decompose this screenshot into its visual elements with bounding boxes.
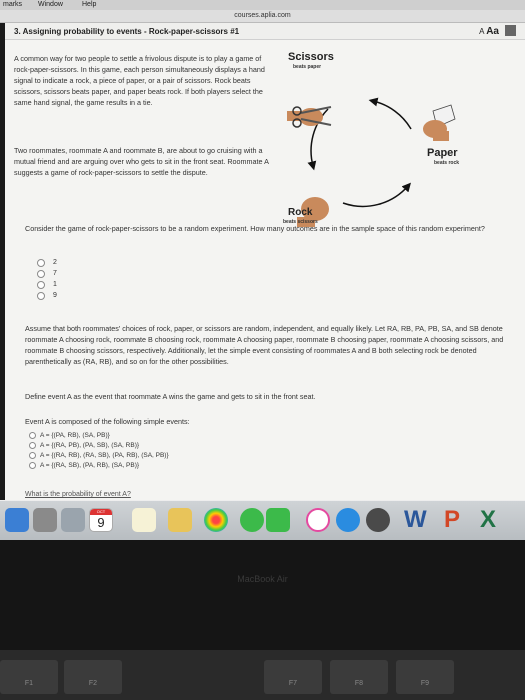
- word-icon[interactable]: W: [404, 506, 427, 533]
- itunes-icon[interactable]: [306, 508, 330, 532]
- radio-button[interactable]: [29, 452, 36, 459]
- sample-space-option[interactable]: 9: [37, 290, 57, 301]
- app-store-icon[interactable]: [336, 508, 360, 532]
- app-icon[interactable]: [61, 508, 85, 532]
- event-composed-text: Event A is composed of the following simple events:: [25, 417, 190, 426]
- menu-marks[interactable]: marks: [3, 1, 23, 8]
- sample-space-option[interactable]: 7: [37, 268, 57, 279]
- key-f2[interactable]: F2: [64, 660, 122, 694]
- key-f7[interactable]: F7: [264, 660, 322, 694]
- assumption-paragraph: Assume that both roommates' choices of rock, paper, or scissors are random, independent, and equally likely. Let RA, RB, PA, PB, SA, and SB denote roommate A choosing rock, roommate B choosing rock, roommate A choosing paper, roommate B choosing paper, roommate A choosing scissors, and roommate B choosing scissors, respectively. Additionally, let the simple event consisting of roommates A and B both selecting rock be denoted parenthetically as (RA, RB), and so on for the other possibilities.: [25, 324, 504, 366]
- laptop-brand: MacBook Air: [237, 574, 288, 584]
- paper-sublabel: beats rock: [434, 160, 460, 166]
- calendar-day: 9: [97, 515, 105, 530]
- calendar-icon[interactable]: [89, 508, 113, 532]
- text-size-large[interactable]: Aa: [486, 26, 499, 37]
- define-event-text: Define event A as the event that roommate A wins the game and gets to sit in the front seat.: [25, 392, 316, 401]
- paper-label: Paper: [427, 147, 458, 159]
- event-options: [29, 430, 169, 470]
- messages-icon[interactable]: [240, 508, 264, 532]
- sample-space-options: [37, 257, 57, 301]
- sample-space-option[interactable]: 1: [37, 279, 57, 290]
- sample-space-question: Consider the game of rock-paper-scissors to be a random experiment. How many outcomes are in the sample space of this random experiment?: [25, 224, 485, 233]
- question-page: [5, 23, 525, 505]
- event-option[interactable]: A = {(PA, RB), (SA, PB)}: [29, 430, 169, 440]
- intro-paragraph: A common way for two people to settle a frivolous dispute is to play a game of rock-paper-scissors. In this game, each person simultaneously displays a hand signal to indicate a rock, a piece of paper, or a pair of scissors. Rock beats scissors, scissors beats paper, and paper beats rock. If both players select the same hand signal, the game results in a tie.: [14, 54, 265, 107]
- question-header: [5, 23, 525, 40]
- excel-icon[interactable]: X: [480, 506, 497, 533]
- text-size-small[interactable]: A: [479, 27, 484, 36]
- event-option[interactable]: A = {(RA, RB), (RA, SB), (PA, RB), (SA, PB)}: [29, 450, 169, 460]
- question-title: 3. Assigning probability to events - Rock-paper-scissors #1: [14, 27, 240, 36]
- sample-space-option[interactable]: 2: [37, 257, 57, 268]
- arrow-paper-scissors: [373, 101, 411, 129]
- launchpad-icon[interactable]: [33, 508, 57, 532]
- event-option[interactable]: A = {(RA, SB), (PA, RB), (SA, PB)}: [29, 460, 169, 470]
- menu-window[interactable]: Window: [38, 1, 63, 8]
- rps-cycle-graphic: [283, 51, 473, 231]
- browser-address-bar[interactable]: [0, 10, 525, 23]
- event-option[interactable]: A = {(RA, PB), (PA, SB), (SA, RB)}: [29, 440, 169, 450]
- radio-button[interactable]: [37, 281, 45, 289]
- story-paragraph: Two roommates, roommate A and roommate B, are about to go cruising with a mutual friend and are arguing over who gets to sit in the front seat. Roommate A suggests a game of rock-paper-scissors to settle the dispute.: [14, 146, 269, 177]
- radio-button[interactable]: [37, 292, 45, 300]
- scissors-sublabel: beats paper: [293, 64, 322, 70]
- laptop-bezel: [0, 540, 525, 650]
- rock-label: Rock: [288, 207, 313, 218]
- key-f9[interactable]: F9: [396, 660, 454, 694]
- calendar-month: OCT: [90, 509, 112, 515]
- next-question-text: What is the probability of event A?: [25, 491, 131, 498]
- system-preferences-icon[interactable]: [366, 508, 390, 532]
- key-f1[interactable]: F1: [0, 660, 58, 694]
- rock-sublabel: beats scissors: [283, 219, 318, 225]
- paper-hand-icon: [423, 105, 455, 141]
- radio-button[interactable]: [37, 270, 45, 278]
- radio-button[interactable]: [37, 259, 45, 267]
- key-f8[interactable]: F8: [330, 660, 388, 694]
- radio-button[interactable]: [29, 432, 36, 439]
- print-icon[interactable]: [505, 25, 516, 36]
- stickies-icon[interactable]: [168, 508, 192, 532]
- scissors-label: Scissors: [288, 51, 334, 63]
- notes-icon[interactable]: [132, 508, 156, 532]
- radio-button[interactable]: [29, 462, 36, 469]
- mac-dock: [0, 500, 525, 540]
- rps-diagram: [283, 51, 473, 231]
- facetime-icon[interactable]: [266, 508, 290, 532]
- menu-help[interactable]: Help: [82, 1, 97, 8]
- arrow-rock-paper: [343, 186, 408, 206]
- finder-icon[interactable]: [5, 508, 29, 532]
- text-size-control[interactable]: [479, 26, 499, 37]
- powerpoint-icon[interactable]: P: [444, 506, 461, 533]
- photos-icon[interactable]: [204, 508, 228, 532]
- scissors-hand-icon: [287, 107, 331, 127]
- url-text: courses.aplia.com: [234, 12, 291, 19]
- mac-menu-bar: [0, 0, 525, 10]
- radio-button[interactable]: [29, 442, 36, 449]
